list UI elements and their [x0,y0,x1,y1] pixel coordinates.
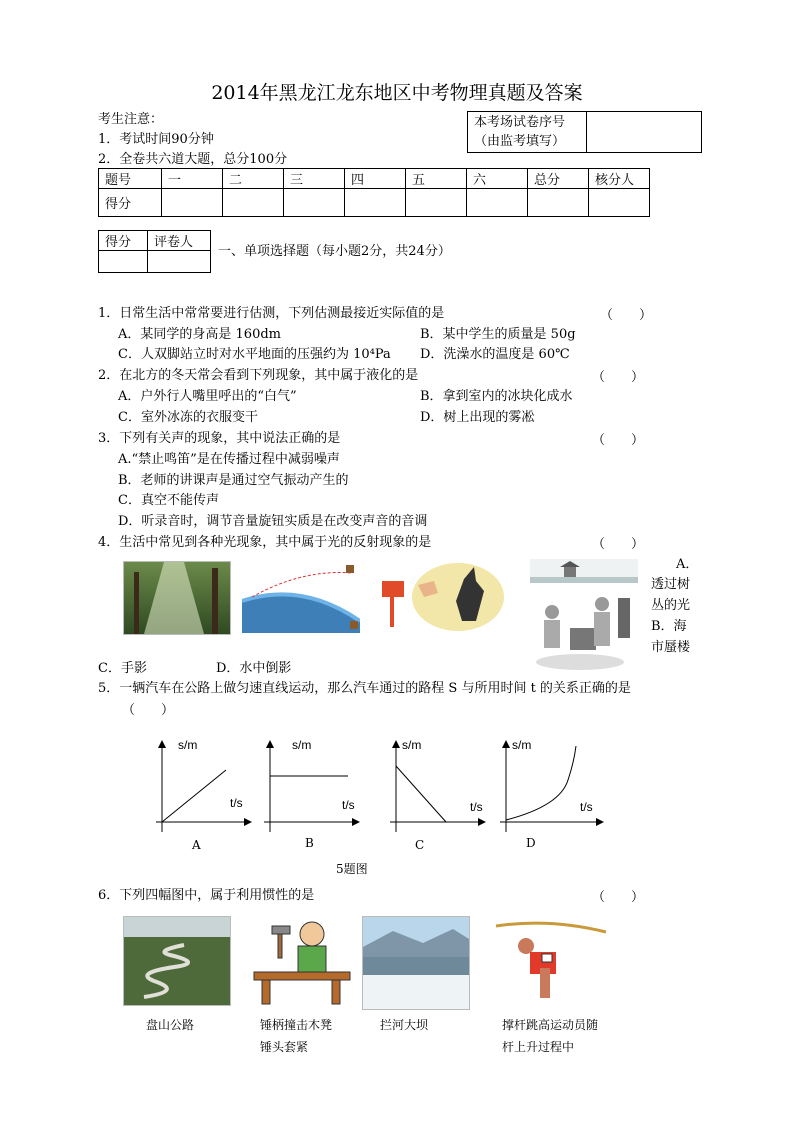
image-caption: 杆上升过程中 [502,1040,575,1054]
option: B．某中学生的质量是 50g [420,327,576,342]
image-caption: 盘山公路 [146,1018,195,1032]
image-caption: 锤柄撞击木凳 [260,1018,333,1032]
pavilion-drawing [530,559,638,583]
graph-a [156,742,250,832]
score-header: 核分人 [589,169,650,189]
option-side-text: A． [676,557,699,572]
image-caption: 拦河大坝 [380,1018,429,1032]
pole-vault-image [490,916,608,1008]
graph-xlabel: t/s [342,798,355,812]
graph-ylabel: s/m [292,738,312,752]
graph-d-curve [506,746,576,820]
section-heading: 一、单项选择题（每小题2分，共24分） [218,244,451,259]
question-stem: 1．日常生活中常常要进行估测，下列估测最接近实际值的是 [98,306,445,321]
option: A．某同学的身高是 160dm [118,327,281,342]
mirage-image [242,561,360,633]
answer-paren: （ ） [592,370,645,385]
forest-light-image [123,561,231,635]
score-cell[interactable] [345,189,406,217]
hammer-man-drawing [250,916,354,1008]
graph-label-c: C [415,838,425,852]
figure-caption: 5题图 [336,862,368,876]
score-cell[interactable] [223,189,284,217]
notice-item: 2．全卷共六道大题，总分100分 [98,152,288,167]
forest-light-drawing [124,562,230,634]
option-side-text: B．海 [651,619,687,634]
score-header: 五 [406,169,467,189]
mountain-road-image [123,916,231,1006]
answer-paren: （ ） [600,308,653,323]
option-side-text: 透过树 [651,577,691,592]
option: C．室外冰冻的衣服变干 [118,410,258,425]
option: D．洗澡水的温度是 60℃ [420,347,570,362]
notice-header: 考生注意： [98,112,164,127]
score-cell[interactable] [467,189,528,217]
grader-header: 评卷人 [148,231,211,251]
mirage-drawing [242,561,360,633]
grader-table [98,230,211,273]
graph-xlabel: t/s [470,800,483,814]
answer-paren: （ ） [592,890,645,905]
seat-number-field[interactable] [587,112,702,153]
score-row-label: 得分 [99,189,162,217]
score-table [98,168,650,217]
score-cell[interactable] [406,189,467,217]
dam-drawing [363,917,469,1009]
graph-xlabel: t/s [230,796,243,810]
graph-label-a: A [192,838,201,852]
score-header: 三 [284,169,345,189]
score-header: 四 [345,169,406,189]
graph-xlabel: t/s [580,800,593,814]
option: D．水中倒影 [216,661,292,676]
dam-image [362,916,470,1010]
graph-b [264,742,358,832]
answer-paren: （ ） [592,537,645,552]
graph-c [390,742,484,832]
option-side-text: 丛的光 [651,598,691,613]
seat-number-label: 本考场试卷序号 （由监考填写） [468,112,587,153]
image-caption: 撑杆跳高运动员随 [502,1018,599,1032]
notice-item: 1．考试时间90分钟 [98,132,214,147]
option: D．树上出现的雾凇 [420,410,535,425]
score-header: 总分 [528,169,589,189]
score-header: 二 [223,169,284,189]
page-title: 2014年黑龙江龙东地区中考物理真题及答案 [211,82,583,104]
option: C．人双脚站立时对水平地面的压强约为 10⁴Pa [118,347,391,362]
question-stem: 4．生活中常见到各种光现象，其中属于光的反射现象的是 [98,535,432,550]
option: D．听录音时，调节音量旋钮实质是在改变声音的音调 [118,514,428,529]
graph-label-b: B [305,836,314,850]
hammer-man-image [250,916,354,1008]
option: B．老师的讲课声是通过空气振动产生的 [118,473,349,488]
score-cell[interactable] [528,189,589,217]
graph-c-line [396,766,446,822]
score-header: 六 [467,169,528,189]
hand-shadow-image [376,561,504,633]
graph-a-line [162,770,226,822]
graph-d [500,742,602,832]
question-stem: 6．下列四幅图中，属于利用惯性的是 [98,888,315,903]
image-caption: 锤头套紧 [260,1040,309,1054]
question-stem: 2．在北方的冬天常会看到下列现象，其中属于液化的是 [98,368,419,383]
score-header: 题号 [99,169,162,189]
workers-drawing [530,584,638,678]
mountain-road-drawing [124,917,230,1005]
option: C．手影 [98,661,147,676]
option: A.“禁止鸣笛”是在传播过程中减弱噪声 [118,452,340,467]
graph-ylabel: s/m [178,738,198,752]
graph-ylabel: s/m [512,738,532,752]
graph-ylabel: s/m [402,738,422,752]
workers-image [530,584,638,678]
hand-shadow-drawing [376,561,504,633]
score-cell[interactable] [589,189,650,217]
seat-number-box [467,111,702,153]
st-graphs [150,732,610,852]
score-cell[interactable] [162,189,223,217]
question-stem: 3．下列有关声的现象，其中说法正确的是 [98,431,341,446]
pole-vault-drawing [490,916,608,1008]
option: A．户外行人嘴里呼出的“白气” [118,389,297,404]
score-cell[interactable] [284,189,345,217]
pavilion-image [530,559,638,583]
grader-cell[interactable] [99,251,148,273]
grader-cell[interactable] [148,251,211,273]
question-stem: 5．一辆汽车在公路上做匀速直线运动，那么汽车通过的路程 S 与所用时间 t 的关系正确的是 [98,681,631,696]
answer-paren: （ ） [122,703,175,718]
score-header: 一 [162,169,223,189]
option-side-text: 市蜃楼 [651,640,691,655]
grader-header: 得分 [99,231,148,251]
answer-paren: （ ） [592,433,645,448]
option: B．拿到室内的冰块化成水 [420,389,573,404]
graph-label-d: D [526,836,536,850]
option: C．真空不能传声 [118,493,219,508]
